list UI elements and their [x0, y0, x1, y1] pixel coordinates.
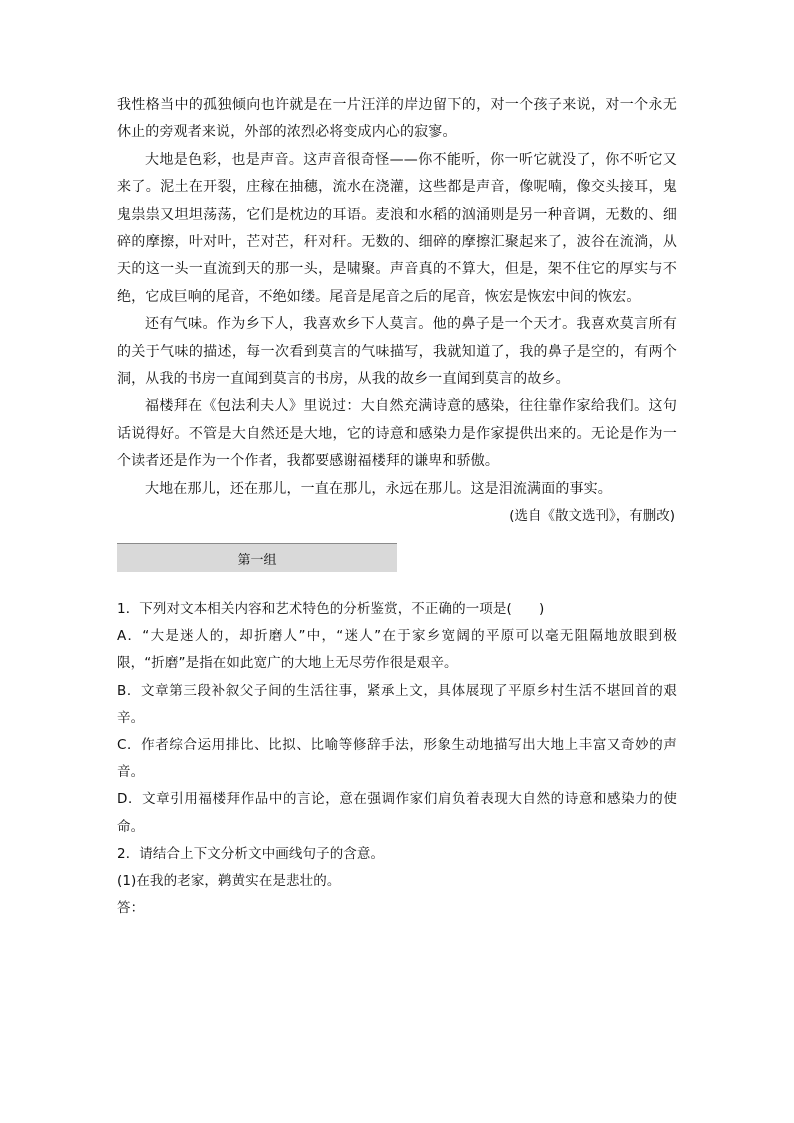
question-2-stem: 2．请结合上下文分析文中画线句子的含意。: [117, 845, 385, 862]
questions-section: [117, 596, 677, 922]
passage-paragraph-5: 大地在那儿，还在那儿，一直在那儿，永远在那儿。这是泪流满面的事实。: [145, 480, 612, 497]
question-1-option-a: A．“大是迷人的，却折磨人”中，“迷人”在于家乡宽阔的平原可以毫无阻隔地放眼到极限，“折磨”是指在如此宽广的大地上无尽劳作很是艰辛。: [117, 628, 677, 672]
answer-label: 答：: [117, 900, 145, 917]
passage-paragraph-1: 我性格当中的孤独倾向也许就是在一片汪洋的岸边留下的，对一个孩子来说，对一个永无休止的旁观者来说，外部的浓烈必将变成内心的寂寥。: [117, 97, 677, 141]
group-header-bar: [117, 543, 397, 572]
passage-paragraph-2: 大地是色彩，也是声音。这声音很奇怪——你不能听，你一听它就没了，你不听它又来了。泥土在开裂，庄稼在抽穗，流水在浇灌，这些都是声音，像呢喃，像交头接耳，鬼鬼祟祟又坦坦荡荡，它们是枕边的耳语。麦浪和水稻的汹涌则是另一种音调，无数的、细碎的摩擦，叶对叶，芒对芒，秆对秆。无数的、细碎的摩擦汇聚起来了，波谷在流淌，从天的这一头一直流到天的那一头，是啸聚。声音真的不算大，但是，架不住它的厚实与不绝，它成巨响的尾音，不绝如缕。尾音是尾音之后的尾音，恢宏是恢宏中间的恢宏。: [117, 151, 677, 305]
source-citation: (选自《散文选刊》，有删改): [509, 508, 675, 525]
question-1-option-c: C．作者综合运用排比、比拟、比喻等修辞手法，形象生动地描写出大地上丰富又奇妙的声音。: [117, 737, 677, 781]
passage-paragraph-4: 福楼拜在《包法利夫人》里说过：大自然充满诗意的感染，往往靠作家给我们。这句话说得好。不管是大自然还是大地，它的诗意和感染力是作家提供出来的。无论是作为一个读者还是作为一个作者，我都要感谢福楼拜的谦卑和骄傲。: [117, 398, 677, 470]
question-2-subitem-1: (1)在我的老家，鹈黄实在是悲壮的。: [117, 873, 341, 890]
group-header-label: 第一组: [237, 552, 277, 568]
question-1-stem: 1．下列对文本相关内容和艺术特色的分析鉴赏，不正确的一项是( ): [117, 601, 545, 617]
passage-text: [117, 92, 677, 531]
question-1-option-d: D．文章引用福楼拜作品中的言论，意在强调作家们肩负着表现大自然的诗意和感染力的使命。: [117, 791, 677, 835]
passage-paragraph-3: 还有气味。作为乡下人，我喜欢乡下人莫言。他的鼻子是一个天才。我喜欢莫言所有的关于气味的描述，每一次看到莫言的气味描写，我就知道了，我的鼻子是空的，有两个洞，从我的书房一直闻到莫言的书房，从我的故乡一直闻到莫言的故乡。: [117, 316, 677, 388]
question-1-option-b: B．文章第三段补叙父子间的生活往事，紧承上文，具体展现了平原乡村生活不堪回首的艰辛。: [117, 682, 677, 726]
